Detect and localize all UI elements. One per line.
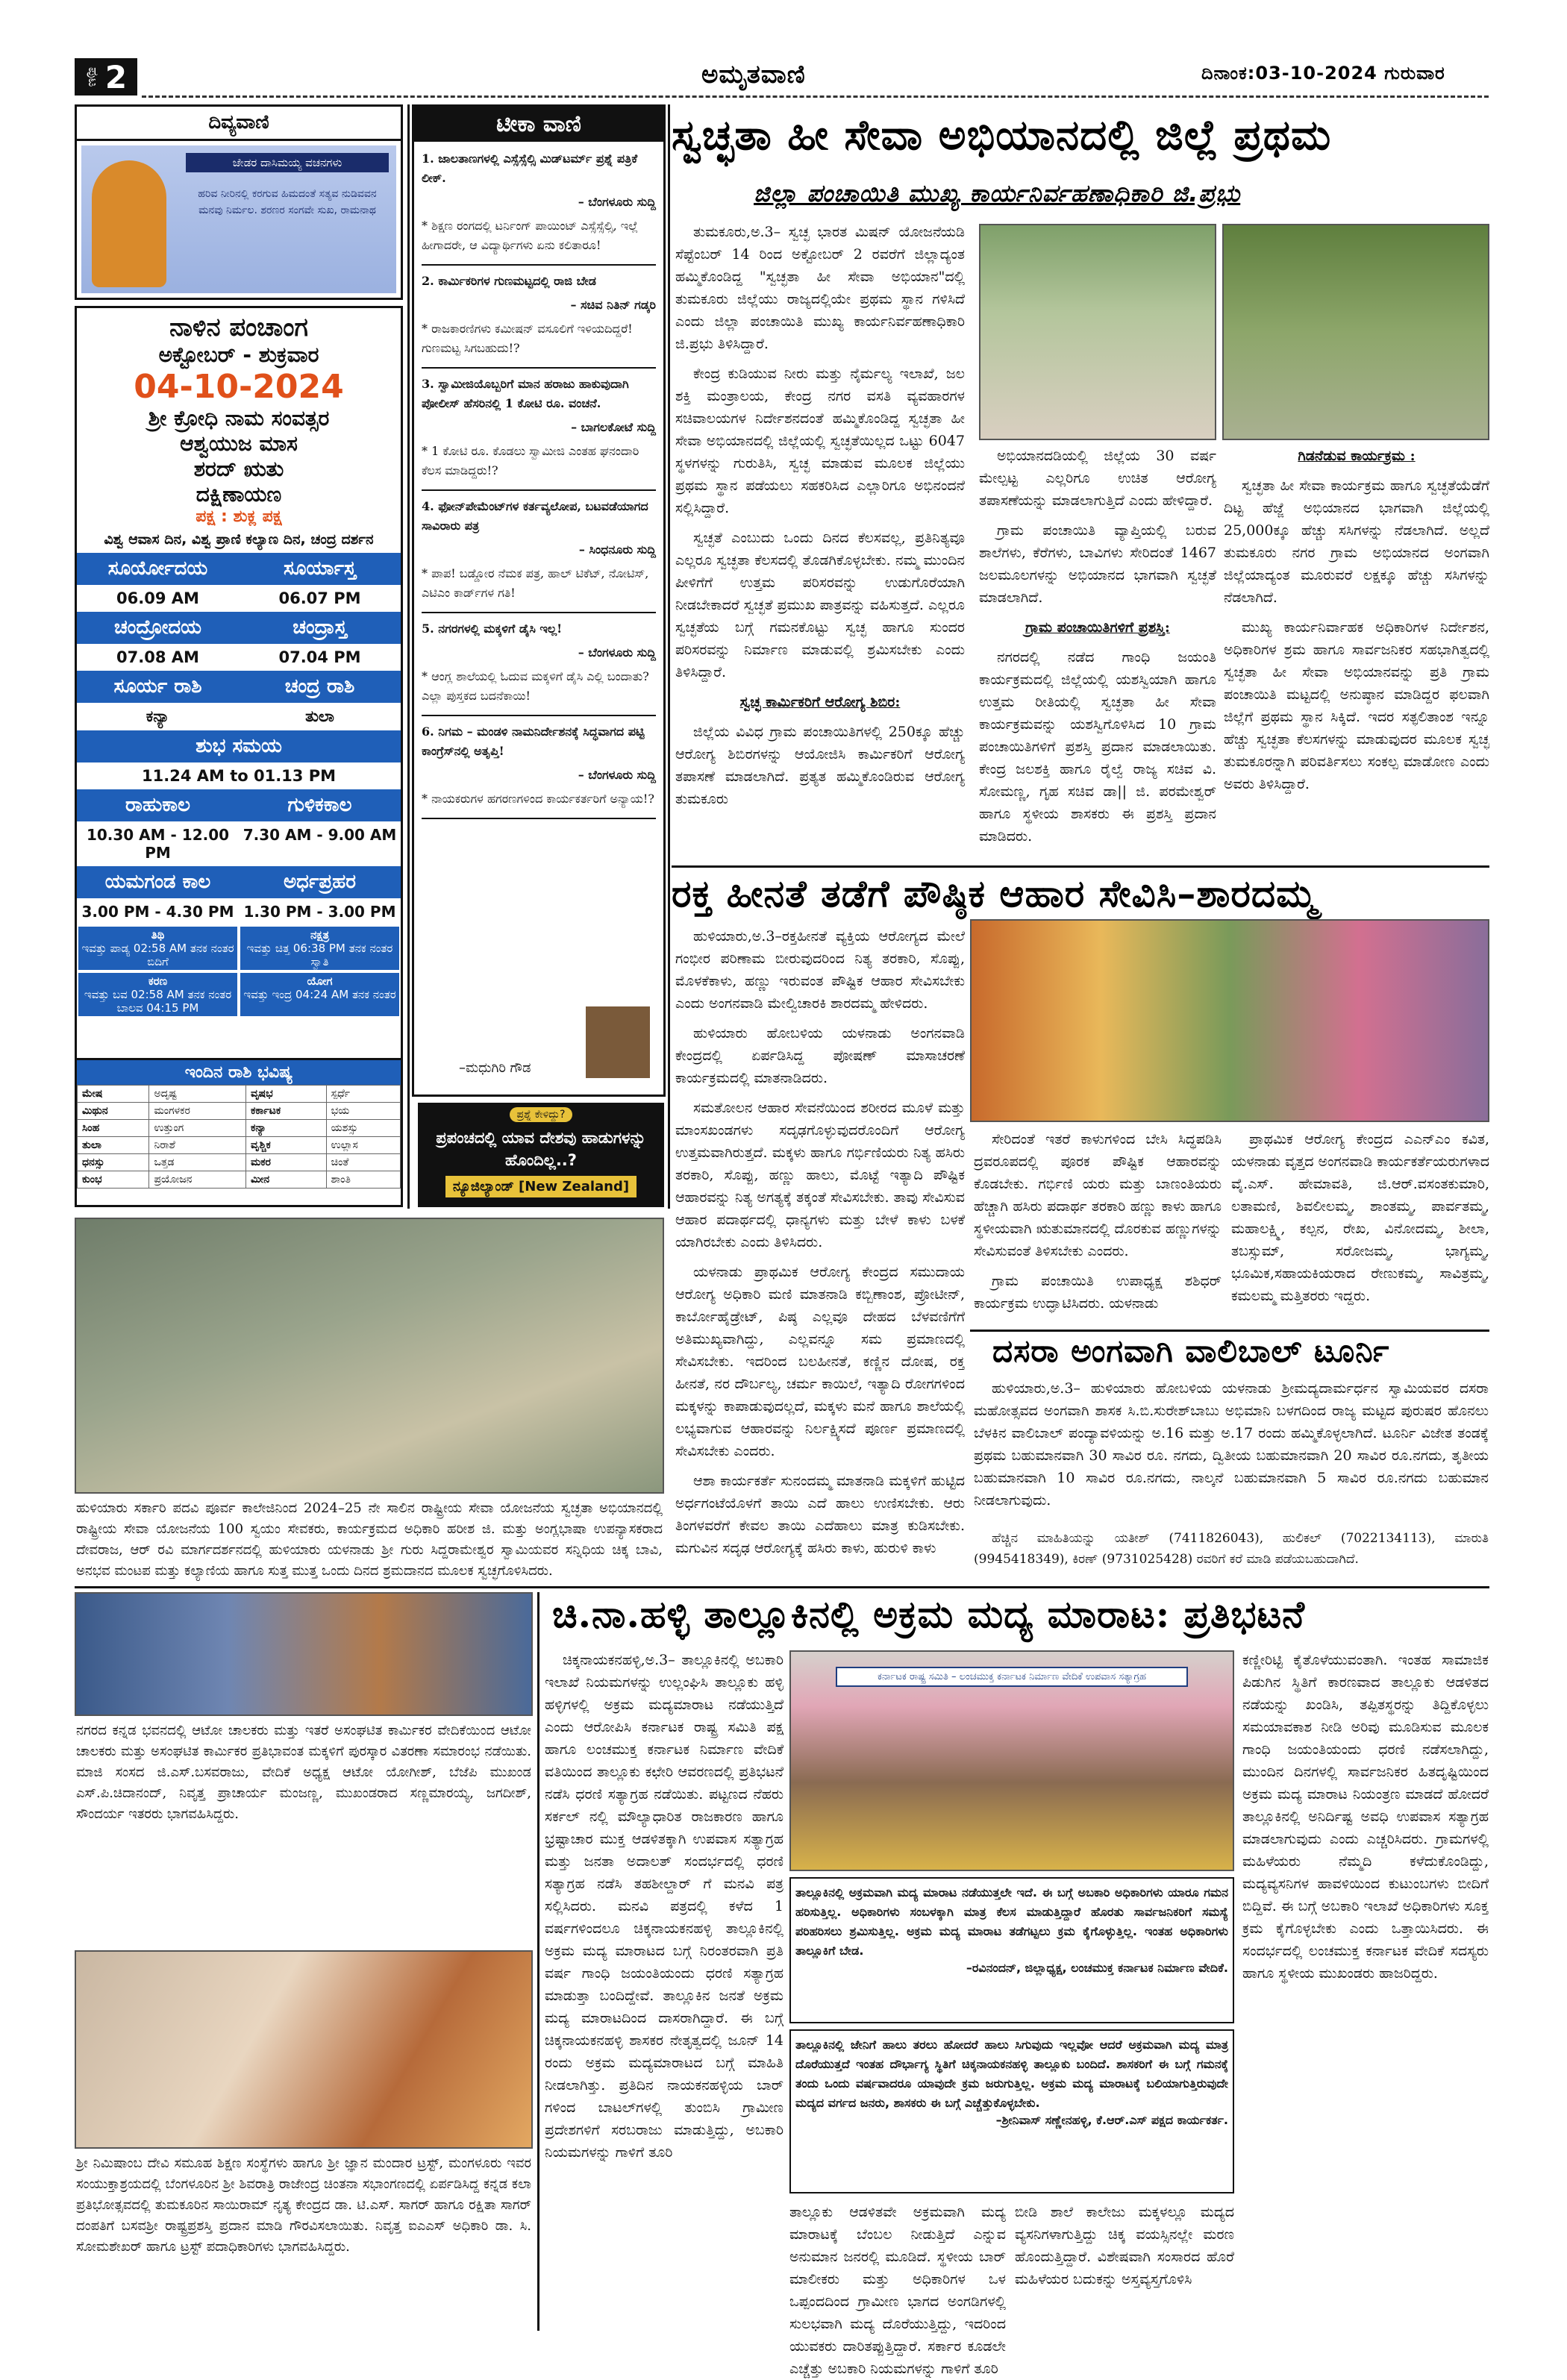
paragraph: ಆಶಾ ಕಾರ್ಯಕರ್ತೆ ಸುನಂದಮ್ಮ ಮಾತನಾಡಿ ಮಕ್ಕಳಿಗೆ ಹುಟ್ಟಿದ ಅರ್ಧಗಂಟೆಯೊಳಗೆ ತಾಯಿ ಎದೆ ಹಾಲು ಉಣಿಸಬೇಕು. ಆರು ತಿಂಗಳವರೆಗೆ ಕೇವಲ ತಾಯಿ ಎದೆಹಾಲು ಮಾತ್ರ ಕುಡಿಸಬೇಕು. ಮಗುವಿನ ಸದೃಢ ಆರೋಗ್ಯಕ್ಕೆ ಹಸಿರು ಕಾಳು, ಹುರುಳಿ ಕಾಳು bbox=[675, 1473, 965, 1556]
saint-figure bbox=[92, 160, 166, 287]
paragraph: ಕೇಂದ್ರ ಕುಡಿಯುವ ನೀರು ಮತ್ತು ನೈರ್ಮಲ್ಯ ಇಲಾಖೆ, ಜಲ ಶಕ್ತಿ ಮಂತ್ರಾಲಯ, ಕೇಂದ್ರ ನಗರ ವಸತಿ ವ್ಯವಹಾರಗಳ ಸಚಿವಾಲಯಗಳ ನಿರ್ದೇಶನದಂತೆ ಹಮ್ಮಿಕೊಂಡಿದ್ದ ಸ್ವಚ್ಛತಾ ಹೀ ಸೇವಾ ಅಭಿಯಾನದಲ್ಲಿ ಜಿಲ್ಲೆಯಲ್ಲಿ ಸ್ವಚ್ಛತೆಯಿಲ್ಲದ ಒಟ್ಟು 6047 ಸ್ಥಳಗಳನ್ನು ಗುರುತಿಸಿ, ಸ್ವಚ್ಛ ಮಾಡುವ ಮೂಲಕ ಜಿಲ್ಲೆಯು ಪ್ರಥಮ ಸ್ಥಾನ ಪಡೆಯಲು ಸಹಕರಿಸಿದ ಎಲ್ಲಾರಿಗೂ ಅಭಿನಂದನೆ ಸಲ್ಲಿಸಿದ್ದಾರೆ. bbox=[675, 366, 965, 516]
rashi-title: ಇಂದಿನ ರಾಶಿ ಭವಿಷ್ಯ bbox=[77, 1060, 401, 1085]
yama-value: 3.00 PM - 4.30 PM bbox=[81, 903, 234, 921]
moonrise-label: ಚಂದ್ರೋದಯ bbox=[77, 612, 239, 644]
rashi-forecast: ಸ್ಪರ್ಧೆ bbox=[326, 1086, 400, 1103]
quote-b-author: –ಶ್ರೀನಿವಾಸ್ ಸಣ್ಣೇನಹಳ್ಳಿ, ಕೆ.ಆರ್.ಎಸ್ ಪಕ್ಷದ ಕಾರ್ಯಕರ್ತ. bbox=[995, 2113, 1228, 2127]
rule-story1 bbox=[672, 865, 1489, 868]
tika-item-source: – ಬೆಂಗಳೂರು ಸುದ್ದಿ bbox=[578, 645, 656, 660]
tika-item bbox=[422, 375, 656, 491]
tika-item-source: – ಸಿಂಧನೂರು ಸುದ್ದಿ bbox=[578, 542, 656, 557]
story3-contact: ಹೆಚ್ಚಿನ ಮಾಹಿತಿಯನ್ನು ಯತೀಶ್ (7411826043), ಹುಲಿಕಲ್ (7022134113), ಮಾರುತಿ (9945418349), ಕಿರಣ್ (9731025428) ರವರಿಗೆ ಕರೆ ಮಾಡಿ ಪಡೆಯಬಹುದಾಗಿದೆ. bbox=[974, 1531, 1489, 1567]
rashi-row bbox=[78, 1120, 401, 1137]
columnist-photo bbox=[586, 1006, 650, 1078]
vrule-tika bbox=[668, 104, 670, 1209]
rule-mid bbox=[75, 1586, 1489, 1588]
quote-b-text: ತಾಲ್ಲೂಕಿನಲ್ಲಿ ಜೇನಿಗೆ ಹಾಲು ತರಲು ಹೋದರೆ ಹಾಲು ಸಿಗುವುದು ಇಲ್ಲವೋ ಆದರೆ ಅಕ್ರಮವಾಗಿ ಮದ್ಯ ಮಾತ್ರ ದೊರೆಯುತ್ತದೆ ಇಂತಹ ದೌರ್ಭಾಗ್ಯ ಸ್ಥಿತಿಗೆ ಚಿಕ್ಕನಾಯಕನಹಳ್ಳಿ ತಾಲ್ಲೂಕು ಬಂದಿದೆ. ಶಾಸಕರಿಗೆ ಈ ಬಗ್ಗೆ ಗಮನಕ್ಕೆ ತಂದು ಒಂದು ವರ್ಷವಾದರೂ ಯಾವುದೇ ಕ್ರಮ ಜರುಗುತ್ತಿಲ್ಲ. ಅಕ್ರಮ ಮದ್ಯ ಮಾರಾಟಕ್ಕೆ ಬಲಿಯಾಗುತ್ತಿರುವುದೇ ಮದ್ಯದ ವರ್ಗದ ಜನರು, ಶಾಸಕರು ಈ ಬಗ್ಗೆ ಎಚ್ಚೆತ್ತುಕೊಳ್ಳಬೇಕು. bbox=[795, 2038, 1228, 2110]
story2-headline: ರಕ್ತ ಹೀನತೆ ತಡೆಗೆ ಪೌಷ್ಠಿಕ ಆಹಾರ ಸೇವಿಸಿ–ಶಾರದಮ್ಮ bbox=[672, 871, 1318, 915]
rashi-sign: ಮಕರ bbox=[245, 1154, 326, 1171]
divyavani-text: ಹರಿವ ನೀರಿನಲ್ಲಿ ಕರಗುವ ಹಿಮದಂತೆ ಸತ್ಯವ ನುಡಿವವನ ಮನವು ನಿರ್ಮಲ. ಶರಣರ ಸಂಗವೇ ಸುಖ, ರಾಮನಾಥ bbox=[198, 188, 377, 216]
rashi-sign: ವೃಷಭ bbox=[245, 1086, 326, 1103]
sunset-value: 06.07 PM bbox=[278, 589, 361, 607]
karana-value: ಇವತ್ತು ಬವ 02:58 AM ತನಕ ನಂತರ ಬಾಲವ 04:15 PM bbox=[84, 988, 232, 1015]
quiz-tag: ಪ್ರಶ್ನೆ ಕೇಳಿದ್ದು? bbox=[510, 1107, 573, 1122]
rashi-forecast: ಚಿಂತೆ bbox=[326, 1154, 400, 1171]
tika-items bbox=[414, 142, 663, 833]
school-cleanup-photo bbox=[75, 1218, 664, 1494]
rashi-sign: ಕನ್ಯಾ bbox=[245, 1120, 326, 1137]
nakshatra-cell bbox=[240, 927, 399, 970]
karana-cell bbox=[78, 973, 237, 1016]
story1-photo-cleanup bbox=[1222, 224, 1489, 440]
paragraph: ತುಮಕೂರು,ಅ.3– ಸ್ವಚ್ಛ ಭಾರತ ಮಿಷನ್ ಯೋಜನೆಯಡಿ ಸೆಪ್ಟೆಂಬರ್ 14 ರಿಂದ ಅಕ್ಟೋಬರ್ 2 ರವರೆಗೆ ಜಿಲ್ಲಾದ್ಯಂತ ಹಮ್ಮಿಕೊಂಡಿದ್ದ "ಸ್ವಚ್ಛತಾ ಹೀ ಸೇವಾ ಅಭಿಯಾನ"ದಲ್ಲಿ ತುಮಕೂರು ಜಿಲ್ಲೆಯು ರಾಜ್ಯದಲ್ಲಿಯೇ ಪ್ರಥಮ ಸ್ಥಾನ ಗಳಿಸಿದೆ ಎಂದು ಜಿಲ್ಲಾ ಪಂಚಾಯಿತಿ ಮುಖ್ಯ ಕಾರ್ಯನಿರ್ವಹಣಾಧಿಕಾರಿ ಜಿ.ಪ್ರಭು ತಿಳಿಸಿದ್ದಾರೆ. bbox=[675, 224, 965, 352]
story1-subhead: ಜಿಲ್ಲಾ ಪಂಚಾಯಿತಿ ಮುಖ್ಯ ಕಾರ್ಯನಿರ್ವಹಣಾಧಿಕಾರಿ ಜಿ.ಪ್ರಭು bbox=[754, 179, 1241, 207]
panchanga-month-day: ಅಕ್ಟೋಬರ್ - ಶುಕ್ರವಾರ bbox=[158, 342, 319, 367]
tika-item-head: 5. ನಗರಗಳಲ್ಲಿ ಮಕ್ಕಳಿಗೆ ಡೈಸಿ ಇಲ್ಲ! bbox=[422, 621, 563, 636]
tika-item-head: 3. ಸ್ವಾಮೀಜಿಯೊಬ್ಬರಿಗೆ ಮಾನ ಹರಾಜು ಹಾಕುವುದಾಗಿ ಪೋಲೀಸ್ ಹೆಸರಿನಲ್ಲಿ 1 ಕೋಟಿ ರೂ. ವಂಚನೆ. bbox=[422, 377, 629, 410]
rashi-sign: ಮೀನ bbox=[245, 1171, 326, 1189]
rashi-sign: ಸಿಂಹ bbox=[78, 1120, 149, 1137]
rashi-sign: ಕರ್ಕಾಟಕ bbox=[245, 1103, 326, 1120]
sunrise-value: 06.09 AM bbox=[116, 589, 199, 607]
shubha-value: 11.24 AM to 01.13 PM bbox=[142, 767, 336, 785]
story4-headline: ಚಿ.ನಾ.ಹಳ್ಳಿ ತಾಲ್ಲೂಕಿನಲ್ಲಿ ಅಕ್ರಮ ಮದ್ಯ ಮಾರಾಟ: ಪ್ರತಿಭಟನೆ bbox=[552, 1592, 1305, 1636]
rashi-forecast: ಅದೃಷ್ಟ bbox=[149, 1086, 245, 1103]
tika-title: ಟೀಕಾ ವಾಣಿ bbox=[414, 107, 663, 142]
rashi-forecast: ಭಯ bbox=[326, 1103, 400, 1120]
vrule-left bbox=[407, 104, 410, 1209]
protest-banner: ಕರ್ನಾಟಕ ರಾಷ್ಟ್ರ ಸಮಿತಿ – ಲಂಚಮುಕ್ತ ಕರ್ನಾಟಕ ನಿರ್ಮಾಣ ವೇದಿಕೆ ಉಪವಾಸ ಸತ್ಯಾಗ್ರಹ bbox=[836, 1667, 1188, 1687]
story1-col1 bbox=[675, 221, 965, 862]
tika-item-head: 4. ಫೋನ್‌ಪೇಮೆಂಟ್‌ಗಳ ಕರ್ತವ್ಯಲೋಪ, ಬಟವಡೆಯಾಗದ ಸಾವಿರಾರು ಪತ್ರ bbox=[422, 499, 648, 533]
tika-item-source: – ಸಚಿವ ನಿತಿನ್ ಗಡ್ಕರಿ bbox=[570, 298, 656, 312]
yoga-value: ಇವತ್ತು ಇಂದ್ರ 04:24 AM ತನಕ ನಂತರ bbox=[243, 988, 396, 1001]
tika-item-source: – ಬಾಗಲಕೋಟೆ ಸುದ್ದಿ bbox=[571, 420, 656, 434]
yama-label: ಯಮಗಂಡ ಕಾಲ bbox=[77, 866, 239, 898]
page-number: 2 bbox=[104, 58, 128, 95]
panchanga-ritu: ಶರದ್ ಋತು bbox=[193, 457, 284, 481]
tika-item bbox=[422, 149, 656, 266]
gulika-label: ಗುಳಿಕಕಾಲ bbox=[239, 789, 401, 821]
moonset-value: 07.04 PM bbox=[278, 648, 361, 666]
tika-item-head: 6. ನಿಗಮ – ಮಂಡಳಿ ನಾಮನಿರ್ದೇಶನಕ್ಕೆ ಸಿದ್ಧವಾಗದ ಪಟ್ಟಿ ಕಾಂಗ್ರೆಸ್‌ನಲ್ಲಿ ಅತೃಪ್ತಿ! bbox=[422, 724, 645, 758]
rashi-forecast: ಮಂಗಳಕರ bbox=[149, 1103, 245, 1120]
rashi-sign: ಮಿಥುನ bbox=[78, 1103, 149, 1120]
story1-headline: ಸ್ವಚ್ಛತಾ ಹೀ ಸೇವಾ ಅಭಿಯಾನದಲ್ಲಿ ಜಿಲ್ಲೆ ಪ್ರಥಮ bbox=[672, 110, 1332, 160]
panchanga-box bbox=[75, 306, 403, 1104]
sunset-label: ಸೂರ್ಯಾಸ್ತ bbox=[239, 553, 401, 585]
paragraph: ಅಭಿಯಾನದಡಿಯಲ್ಲಿ ಜಿಲ್ಲೆಯ 30 ವರ್ಷ ಮೇಲ್ಪಟ್ಟ ಎಲ್ಲರಿಗೂ ಉಚಿತ ಆರೋಗ್ಯ ತಪಾಸಣೆಯನ್ನು ಮಾಡಲಾಗುತ್ತಿದೆ ಎಂದು ಹೇಳಿದ್ದಾರೆ. bbox=[979, 448, 1216, 509]
surya-rashi-value: ಕನ್ಯಾ bbox=[146, 707, 170, 725]
tika-author: –ಮಧುಗಿರಿ ಗೌಡ bbox=[459, 1060, 531, 1076]
rashi-forecast: ಉಲ್ಲಾಸ bbox=[326, 1137, 400, 1154]
paragraph: ಗಿಡನೆಡುವ ಕಾರ್ಯಕ್ರಮ : bbox=[1298, 448, 1416, 464]
rashi-forecast: ಯಶಸ್ಸು bbox=[326, 1120, 400, 1137]
quote-a-text: ತಾಲ್ಲೂಕಿನಲ್ಲಿ ಅಕ್ರಮವಾಗಿ ಮದ್ಯ ಮಾರಾಟ ನಡೆಯುತ್ತಲೇ ಇದೆ. ಈ ಬಗ್ಗೆ ಅಬಕಾರಿ ಅಧಿಕಾರಿಗಳು ಯಾರೂ ಗಮನ ಹರಿಸುತ್ತಿಲ್ಲ. ಅಧಿಕಾರಿಗಳು ಸಂಬಳಕ್ಕಾಗಿ ಮಾತ್ರ ಕೆಲಸ ಮಾಡುತ್ತಿದ್ದಾರೆ ಹೊರತು ಸಾರ್ವಜನಿಕರಿಗೆ ಸಮಸ್ಯೆ ಪರಿಹರಿಸಲು ಶ್ರಮಿಸುತ್ತಿಲ್ಲ. ಅಕ್ರಮ ಮದ್ಯ ಮಾರಾಟ ತಡೆಗಟ್ಟಲು ಕ್ರಮ ಕೈಗೊಳ್ಳುತ್ತಿಲ್ಲ. ಇಂತಹ ಅಧಿಕಾರಿಗಳು ತಾಲ್ಲೂಕಿಗೆ ಬೇಡ. bbox=[795, 1885, 1228, 1958]
masthead-rule bbox=[142, 95, 1489, 98]
tika-item-body: * 1 ಕೋಟಿ ರೂ. ಕೊಡಲು ಸ್ವಾಮೀಜಿ ಎಂತಹ ಘನಂದಾರಿ ಕೆಲಸ ಮಾಡಿದ್ದರು!? bbox=[422, 444, 639, 477]
panchanga-masa: ಆಶ್ವಯುಜ ಮಾಸ bbox=[180, 431, 298, 456]
paragraph: ಸ್ವಚ್ಛತೆ ಎಂಬುದು ಒಂದು ದಿನದ ಕೆಲಸವಲ್ಲ, ಪ್ರತಿನಿತ್ಯವೂ ಎಲ್ಲರೂ ಸ್ವಚ್ಛತಾ ಕೆಲಸದಲ್ಲಿ ತೊಡಗಿಕೊಳ್ಳಬೇಕು. ನಮ್ಮ ಮುಂದಿನ ಪೀಳಿಗೆಗೆ ಉತ್ತಮ ಪರಿಸರವನ್ನು ಉಡುಗೊರೆಯಾಗಿ ನೀಡಬೇಕಾದರೆ ಸ್ವಚ್ಛತೆ ಪ್ರಮುಖ ಪಾತ್ರವನ್ನು ವಹಿಸುತ್ತದೆ. ಎಲ್ಲರೂ ಸ್ವಚ್ಛತೆಯ ಬಗ್ಗೆ ಗಮನಕೊಟ್ಟು ಸ್ವಚ್ಛ ಹಾಗೂ ಸುಂದರ ಪರಿಸರವನ್ನು ನಿರ್ಮಾಣ ಮಾಡುವಲ್ಲಿ ಶ್ರಮಿಸಬೇಕು ಎಂದು ತಿಳಿಸಿದ್ದಾರೆ. bbox=[675, 530, 965, 680]
tika-item bbox=[422, 497, 656, 613]
tika-item-body: * ರಾಜಕಾರಣಿಗಳು ಕಮೀಷನ್ ವಸೂಲಿಗೆ ಇಳಿಯದಿದ್ದರೆ! ಗುಣಮಟ್ಟ ಸಿಗಬಹುದು!? bbox=[422, 322, 633, 355]
panchanga-paksha: ಪಕ್ಷ : ಶುಕ್ಲ ಪಕ್ಷ bbox=[196, 507, 282, 526]
rashi-row bbox=[78, 1154, 401, 1171]
dance-award-caption: ಶ್ರೀ ನಿಮಿಷಾಂಬ ದೇವಿ ಸಮೂಹ ಶಿಕ್ಷಣ ಸಂಸ್ಥೆಗಳು ಹಾಗೂ ಶ್ರೀ ಜ್ಞಾನ ಮಂದಾರ ಟ್ರಸ್ಟ್, ಮಂಗಳೂರು ಇವರ ಸಂಯುಕ್ತಾಶ್ರಯದಲ್ಲಿ ಬೆಂಗಳೂರಿನ ಶ್ರೀ ಶಿವರಾತ್ರಿ ರಾಜೇಂದ್ರ ಚಿಂತನಾ ಸಭಾಂಗಣದಲ್ಲಿ ಏರ್ಪಡಿಸಿದ್ದ ಕನ್ನಡ ಕಲಾ ಪ್ರತಿಭೋತ್ಸವದಲ್ಲಿ ತುಮಕೂರಿನ ಸಾಯಿರಾಮ್ ನೃತ್ಯ ಕೇಂದ್ರದ ಡಾ. ಟಿ.ಎಸ್. ಸಾಗರ್ ಹಾಗೂ ರಕ್ಷಿತಾ ಸಾಗರ್ ದಂಪತಿಗೆ ಬಸವಶ್ರೀ ರಾಷ್ಟ್ರಪ್ರಶಸ್ತಿ ಪ್ರದಾನ ಮಾಡಿ ಗೌರವಿಸಲಾಯಿತು. ನಿವೃತ್ತ ಐಎಎಸ್ ಅಧಿಕಾರಿ ಡಾ. ಸಿ. ಸೋಮಶೇಖರ್ ಹಾಗೂ ಟ್ರಸ್ಟ್ ಪದಾಧಿಕಾರಿಗಳು ಭಾಗವಹಿಸಿದ್ದರು. bbox=[76, 2155, 531, 2255]
paragraph: ಜಿಲ್ಲೆಯ ವಿವಿಧ ಗ್ರಾಮ ಪಂಚಾಯಿತಿಗಳಲ್ಲಿ 250ಕ್ಕೂ ಹೆಚ್ಚು ಆರೋಗ್ಯ ಶಿಬಿರಗಳನ್ನು ಆಯೋಜಿಸಿ ಕಾರ್ಮಿಕರಿಗೆ ಆರೋಗ್ಯ ತಪಾಸಣೆ ಮಾಡಲಾಗಿದೆ. ಪ್ರತ್ಯತ ಹಮ್ಮಿಕೊಂಡಿರುವ ಆರೋಗ್ಯ ತುಮಕೂರು bbox=[675, 724, 965, 807]
rashi-forecast: ಒತ್ತಡ bbox=[149, 1154, 245, 1171]
divyavani-title: ದಿವ್ಯವಾಣಿ bbox=[77, 107, 401, 141]
rashi-box bbox=[75, 1058, 403, 1207]
tithi-label: ತಿಥಿ bbox=[151, 928, 165, 942]
panchanga-date: 04-10-2024 bbox=[134, 368, 344, 406]
rahu-value: 10.30 AM - 12.00 PM bbox=[86, 826, 230, 862]
shubha-label: ಶುಭ ಸಮಯ bbox=[77, 730, 401, 762]
story1-col3 bbox=[1224, 445, 1489, 862]
page-label: ಪುಟ bbox=[84, 66, 101, 87]
award-ceremony-caption: ನಗರದ ಕನ್ನಡ ಭವನದಲ್ಲಿ ಆಟೋ ಚಾಲಕರು ಮತ್ತು ಇತರೆ ಅಸಂಘಟಿತ ಕಾರ್ಮಿಕರ ವೇದಿಕೆಯಿಂದ ಆಟೋ ಚಾಲಕರು ಮತ್ತು ಅಸಂಘಟಿತ ಕಾರ್ಮಿಕರ ಪ್ರತಿಭಾವಂತ ಮಕ್ಕಳಿಗೆ ಪುರಸ್ಕಾರ ವಿತರಣಾ ಸಮಾರಂಭ ನಡೆಯಿತು. ಮಾಜಿ ಸಂಸದ ಜಿ.ಎಸ್.ಬಸವರಾಜು, ವೇದಿಕೆ ಅಧ್ಯಕ್ಷ ಆಟೋ ಯೋಗೀಶ್, ಬೆಜೆಪಿ ಮುಖಂಡ ಎಸ್.ಪಿ.ಚಿದಾನಂದ್, ನಿವೃತ್ತ ಪ್ರಾಚಾರ್ಯ ಮಂಜಣ್ಣ, ಮುಖಂಡರಾದ ಸಣ್ಣಮಾರಯ್ಯ, ಜಗದೀಶ್, ಸೌಂದರ್ಯ ಇತರರು ಭಾಗವಹಿಸಿದ್ದರು. bbox=[76, 1723, 531, 1822]
protest-photo bbox=[789, 1650, 1234, 1871]
panchanga-samvatsara: ಶ್ರೀ ಕ್ರೋಧಿ ನಾಮ ಸಂವತ್ಸರ bbox=[148, 406, 330, 430]
quote-box-a bbox=[789, 1877, 1234, 2023]
paragraph: ಗ್ರಾಮ ಪಂಚಾಯಿತಿಗಳಿಗೆ ಪ್ರಶಸ್ತಿ: bbox=[1025, 619, 1170, 636]
rashi-row bbox=[78, 1171, 401, 1189]
divyavani-banner: ಜೇಡರ ದಾಸಿಮಯ್ಯ ವಚನಗಳು bbox=[186, 153, 389, 172]
award-ceremony-photo bbox=[75, 1592, 533, 1716]
school-cleanup-caption: ಹುಳಿಯಾರು ಸರ್ಕಾರಿ ಪದವಿ ಪೂರ್ವ ಕಾಲೇಜಿನಿಂದ 2024–25 ನೇ ಸಾಲಿನ ರಾಷ್ಟ್ರೀಯ ಸೇವಾ ಯೋಜನೆಯ ಸ್ವಚ್ಛತಾ ಅಭಿಯಾನದಲ್ಲಿ ರಾಷ್ಟ್ರೀಯ ಸೇವಾ ಯೋಜನೆಯ 100 ಸ್ವಯಂ ಸೇವಕರು, ಕಾರ್ಯಕ್ರಮದ ಅಧಿಕಾರಿ ಹರೀಶ ಜಿ. ಮತ್ತು ಅಂಗ್ಲಭಾಷಾ ಉಪನ್ಯಾಸಕರಾದ ದೇವರಾಜ, ಆರ್ ರವಿ ಮಾರ್ಗದರ್ಶನದಲ್ಲಿ ಹುಳಿಯಾರು ಯಳನಾಡು ಶ್ರೀ ಗುರು ಸಿದ್ದರಾಮೇಶ್ವರ ಸ್ವಾಮಿಯವರ ಸನ್ನಿಧಿಯ ಚಿಕ್ಕ ಬಾವಿ, ಅನಭವ ಮಂಟಪ ಮತ್ತು ಕಲ್ಯಾಣಿಯ ಹಾಗೂ ಸುತ್ತ ಮುತ್ತ ಒಂದು ದಿನದ ಶ್ರಮದಾನದ ಮೂಲಕ ಸ್ವಚ್ಛಗೊಳಿಸಿದರು. bbox=[76, 1500, 663, 1579]
rashi-sign: ಕುಂಭ bbox=[78, 1171, 149, 1189]
story4-col1: ಚಿಕ್ಕನಾಯಕನಹಳ್ಳಿ,ಅ.3– ತಾಲ್ಲೂಕಿನಲ್ಲಿ ಅಬಕಾರಿ ಇಲಾಖೆ ನಿಯಮಗಳನ್ನು ಉಲ್ಲಂಘಿಸಿ ತಾಲ್ಲೂಕು ಹಳ್ಳಿ ಹಳ್ಳಿಗಳಲ್ಲಿ ಅಕ್ರಮ ಮದ್ಯಮಾರಾಟ ನಡೆಯುತ್ತಿದೆ ಎಂದು ಆರೋಪಿಸಿ ಕರ್ನಾಟಕ ರಾಷ್ಟ್ರ ಸಮಿತಿ ಪಕ್ಷ ಹಾಗೂ ಲಂಚಮುಕ್ತ ಕರ್ನಾಟಕ ನಿರ್ಮಾಣ ವೇದಿಕೆ ವತಿಯಿಂದ ತಾಲ್ಲೂಕು ಕಛೇರಿ ಆವರಣದಲ್ಲಿ ಪ್ರತಿಭಟನೆ ನಡೆಸಿ ಧರಣಿ ಸತ್ಯಾಗ್ರಹ ನಡೆಯಿತು. ಪಟ್ಟಣದ ನೆಹರು ಸರ್ಕಲ್ ನಲ್ಲಿ ಮೌಲ್ಯಾಧಾರಿತ ರಾಜಕಾರಣ ಹಾಗೂ ಭ್ರಷ್ಟಾಚಾರ ಮುಕ್ತ ಆಡಳಿತಕ್ಕಾಗಿ ಉಪವಾಸ ಸತ್ಯಾಗ್ರಹ ಮತ್ತು ಜನತಾ ಅದಾಲತ್ ಸಂದರ್ಭದಲ್ಲಿ ಧರಣಿ ಸತ್ಯಾಗ್ರಹ ನಡೆಸಿ ತಹಶೀಲ್ದಾರ್ ಗೆ ಮನವಿ ಪತ್ರ ಸಲ್ಲಿಸಿದರು. ಮನವಿ ಪತ್ರದಲ್ಲಿ ಕಳೆದ 1 ವರ್ಷಗಳಿಂದಲೂ ಚಿಕ್ಕನಾಯಕನಹಳ್ಳಿ ತಾಲ್ಲೂಕಿನಲ್ಲಿ ಅಕ್ರಮ ಮದ್ಯ ಮಾರಾಟದ ಬಗ್ಗೆ ನಿರಂತರವಾಗಿ ಪ್ರತಿ ವರ್ಷ ಗಾಂಧಿ ಜಯಂತಿಯಂದು ಧರಣಿ ಸತ್ಯಾಗ್ರಹ ಮಾಡುತ್ತಾ ಬಂದಿದ್ದೇವೆ. ತಾಲ್ಲೂಕಿನ ಜನತೆ ಅಕ್ರಮ ಮದ್ಯ ಮಾರಾಟದಿಂದ ದಾಸರಾಗಿದ್ದಾರೆ. ಈ ಬಗ್ಗೆ ಚಿಕ್ಕನಾಯಕನಹಳ್ಳಿ ಶಾಸಕರ ನೇತೃತ್ವದಲ್ಲಿ ಜೂನ್ 14 ರಂದು ಅಕ್ರಮ ಮದ್ಯಮಾರಾಟದ ಬಗ್ಗೆ ಮಾಹಿತಿ ನೀಡಲಾಗಿತ್ತು. ಪ್ರತಿದಿನ ನಾಯಕನಹಳ್ಳಿಯ ಬಾರ್ ಗಳಿಂದ ಬಾಟಲ್‌ಗಳಲ್ಲಿ ತುಂಬಿಸಿ ಗ್ರಾಮೀಣ ಪ್ರದೇಶಗಳಿಗೆ ಸರಬರಾಜು ಮಾಡುತ್ತಿದ್ದು, ಅಬಕಾರಿ ನಿಯಮಗಳನ್ನು ಗಾಳಿಗೆ ತೂರಿ bbox=[545, 1652, 784, 2161]
vrule-story4 bbox=[537, 1592, 539, 2331]
rashi-sign: ವೃಶ್ಚಿಕ bbox=[245, 1137, 326, 1154]
rashi-row bbox=[78, 1086, 401, 1103]
story2-photo-anganwadi bbox=[970, 919, 1489, 1122]
tika-item-head: 1. ಜಾಲತಾಣಗಳಲ್ಲಿ ಎಸ್ಸೆಸ್ಸೆಲ್ಸಿ ಮಿಡ್‌ಟರ್ಮ್ ಪ್ರಶ್ನೆ ಪತ್ರಿಕೆ ಲೀಕ್. bbox=[422, 151, 638, 185]
story2-col3 bbox=[1231, 1128, 1489, 1330]
quiz-question: ಪ್ರಪಂಚದಲ್ಲಿ ಯಾವ ದೇಶವು ಹಾಡುಗಳನ್ನು ಹೊಂದಿಲ್ಲ..? bbox=[436, 1129, 646, 1169]
date-line: ದಿನಾಂಕ:03-10-2024 ಗುರುವಾರ bbox=[1201, 63, 1445, 84]
story4-bottom-col2: ಬೀಡಿ ಶಾಲೆ ಕಾಲೇಜು ಮಕ್ಕಳಲ್ಲೂ ಮದ್ಯದ ವ್ಯಸನಿಗಳಾಗುತ್ತಿದ್ದು ಚಿಕ್ಕ ವಯಸ್ಸಿನಲ್ಲೇ ಮರಣ ಹೊಂದುತ್ತಿದ್ದಾರೆ. ವಿಶೇಷವಾಗಿ ಸಂಸಾರದ ಹೊರೆ ಮಹಿಳೆಯರ ಬದುಕನ್ನು ಅಸ್ತವ್ಯಸ್ತಗೊಳಿಸಿ bbox=[1015, 2204, 1234, 2287]
paper-name: ಅಮೃತವಾಣಿ bbox=[701, 60, 806, 90]
quiz-answer: ನ್ಯೂಜಿಲ್ಯಾಂಡ್ [New Zealand] bbox=[445, 1176, 637, 1197]
tika-item-body: * ಆಂಗ್ಲ ಶಾಲೆಯಲ್ಲಿ ಓದುವ ಮಕ್ಕಳಿಗೆ ಡೈಸಿ ಎಲ್ಲಿ ಬಂದಾತು? ಎಲ್ಲಾ ಪುಸ್ತಕದ ಬದನೆಕಾಯಿ! bbox=[422, 669, 649, 703]
ardha-value: 1.30 PM - 3.00 PM bbox=[243, 903, 396, 921]
chandra-rashi-label: ಚಂದ್ರ ರಾಶಿ bbox=[239, 671, 401, 703]
rashi-table bbox=[77, 1085, 401, 1189]
rashi-sign: ಮೇಷ bbox=[78, 1086, 149, 1103]
divyavani-box bbox=[75, 104, 403, 300]
tika-item-body: * ನಾಯಕರುಗಳ ಹಗರಣಗಳಿಂದ ಕಾರ್ಯಕರ್ತರಿಗೆ ಅನ್ಯಾಯ!? bbox=[422, 792, 654, 806]
story1-col2 bbox=[979, 445, 1216, 862]
paragraph: ಯಳನಾಡು ಪ್ರಾಥಮಿಕ ಆರೋಗ್ಯ ಕೇಂದ್ರದ ಸಮುದಾಯ ಆರೋಗ್ಯ ಅಧಿಕಾರಿ ಮಣಿ ಮಾತನಾಡಿ ಕಬ್ಬಿಣಾಂಶ, ಪ್ರೋಟೀನ್, ಕಾರ್ಬೋಹೈಡ್ರೇಟ್, ಪಿಷ್ಠ ಎಲ್ಲವೂ ದೇಹದ ಬೆಳವಣಿಗೆಗೆ ಅತಿಮುಖ್ಯವಾಗಿದ್ದು, ಎಲ್ಲವನ್ನೂ ಸಮ ಪ್ರಮಾಣದಲ್ಲಿ ಸೇವಿಸಬೇಕು. ಇದರಿಂದ ಬಲಹೀನತೆ, ಕಣ್ಣಿನ ದೋಷ, ರಕ್ತ ಹೀನತೆ, ನರ ದೌರ್ಬಲ್ಯ, ಚರ್ಮ ಕಾಯಿಲೆ, ಇತ್ಯಾದಿ ರೋಗಗಳಿಂದ ಮಕ್ಕಳನ್ನು ಕಾಪಾಡುವುದಲ್ಲದೆ, ಮಕ್ಕಳು ಮನೆ ಹಾಗೂ ಶಾಲೆಯಲ್ಲಿ ಲಭ್ಯವಾಗುವ ಆಹಾರವನ್ನು ನಿರ್ಲಕ್ಷ್ಯಿಸದೆ ಪೂರ್ಣ ಪ್ರಮಾಣದಲ್ಲಿ ಸೇವಿಸಬೇಕು ಎಂದರು. bbox=[675, 1264, 965, 1459]
story2-col1 bbox=[675, 925, 965, 1567]
page-number-box bbox=[75, 58, 137, 95]
rashi-sign: ತುಲಾ bbox=[78, 1137, 149, 1154]
tithi-cell bbox=[78, 927, 237, 970]
tika-item-source: – ಬೆಂಗಳೂರು ಸುದ್ದಿ bbox=[578, 195, 656, 209]
rashi-row bbox=[78, 1137, 401, 1154]
moonset-label: ಚಂದ್ರಾಸ್ತ bbox=[239, 612, 401, 644]
panchanga-ayana: ದಕ್ಷಿಣಾಯಣ bbox=[196, 482, 282, 507]
rashi-forecast: ನಿರಾಶೆ bbox=[149, 1137, 245, 1154]
paragraph: ಗ್ರಾಮ ಪಂಚಾಯಿತಿ ವ್ಯಾಪ್ತಿಯಲ್ಲಿ ಬರುವ ಶಾಲೆಗಳು, ಕೆರೆಗಳು, ಬಾವಿಗಳು ಸೇರಿದಂತೆ 1467 ಜಲಮೂಲಗಳನ್ನು ಅಭಿಯಾನದ ಭಾಗವಾಗಿ ಸ್ವಚ್ಛತೆ ಮಾಡಲಾಗಿದೆ. bbox=[979, 522, 1216, 606]
paragraph: ಸೇರಿದಂತೆ ಇತರೆ ಕಾಳುಗಳಿಂದ ಬೇಸಿ ಸಿದ್ಧಪಡಿಸಿ ದ್ರವರೂಪದಲ್ಲಿ ಪೂರಕ ಪೌಷ್ಟಿಕ ಆಹಾರವನ್ನು ಕೊಡಬೇಕು. ಗರ್ಭಿಣಿ ಯರು ಮತ್ತು ಬಾಣಂತಿಯರು ಹೆಚ್ಚಾಗಿ ಹಸಿರು ಪದಾರ್ಥ ತರಕಾರಿ ಹಣ್ಣು ಕಾಳು ಹಾಗೂ ಸ್ಥಳೀಯವಾಗಿ ಋತುಮಾನದಲ್ಲಿ ದೊರಕುವ ಹಣ್ಣುಗಳನ್ನು ಸೇವಿಸುವಂತೆ ತಿಳಿಸಬೇಕು ಎಂದರು. bbox=[974, 1131, 1222, 1259]
story4-bottom-col1: ತಾಲ್ಲೂಕು ಆಡಳಿತವೇ ಅಕ್ರಮವಾಗಿ ಮದ್ಯ ಮಾರಾಟಕ್ಕೆ ಬೆಂಬಲ ನೀಡುತ್ತಿದೆ ಎನ್ನುವ ಅನುಮಾನ ಜನರಲ್ಲಿ ಮೂಡಿದೆ. ಸ್ಥಳೀಯ ಬಾರ್ ಮಾಲೀಕರು ಮತ್ತು ಅಧಿಕಾರಿಗಳ ಒಳ ಒಪ್ಪಂದದಿಂದ ಗ್ರಾಮೀಣ ಭಾಗದ ಅಂಗಡಿಗಳಲ್ಲಿ ಸುಲಭವಾಗಿ ಮದ್ಯ ದೊರೆಯುತ್ತಿದ್ದು, ಇದರಿಂದ ಯುವಕರು ದಾರಿತಪ್ಪುತ್ತಿದ್ದಾರೆ. ಸರ್ಕಾರ ಕೂಡಲೇ ಎಚ್ಚೆತ್ತು ಅಬಕಾರಿ ನಿಯಮಗಳನ್ನು ಗಾಳಿಗೆ ತೂರಿ bbox=[789, 2204, 1006, 2377]
story3-body: ಹುಳಿಯಾರು,ಅ.3– ಹುಳಿಯಾರು ಹೋಬಳಿಯ ಯಳನಾಡು ಶ್ರೀಮದ್ಯದಾರ್ಮರ್ಧನ ಸ್ವಾಮಿಯವರ ದಸರಾ ಮಹೋತ್ಸವದ ಅಂಗವಾಗಿ ಶಾಸಕ ಸಿ.ಬಿ.ಸುರೇಶ್‌ಬಾಬು ಅಭಿಮಾನಿ ಬಳಗದಿಂದ ರಾಜ್ಯ ಮಟ್ಟದ ಪುರುಷರ ಹೊನಲು ಬೆಳಕಿನ ವಾಲಿಬಾಲ್ ಪಂದ್ಯಾವಳಿಯನ್ನು ಅ.16 ಮತ್ತು ಅ.17 ರಂದು ಹಮ್ಮಿಕೊಳ್ಳಲಾಗಿದೆ. ಟೂರ್ನಿ ವಿಜೇತ ತಂಡಕ್ಕೆ ಪ್ರಥಮ ಬಹುಮಾನವಾಗಿ 30 ಸಾವಿರ ರೂ. ನಗದು, ದ್ವಿತೀಯ ಬಹುಮಾನವಾಗಿ 20 ಸಾವಿರ ರೂ.ನಗದು, ತೃತೀಯ ಬಹುಮಾನವಾಗಿ 10 ಸಾವಿರ ರೂ.ನಗದು, ನಾಲ್ಕನೆ ಬಹುಮಾನವಾಗಿ 5 ಸಾವಿರ ರೂ.ನಗದು ಬಹುಮಾನ ನೀಡಲಾಗುವುದು. bbox=[974, 1380, 1489, 1509]
quote-box-b bbox=[789, 2029, 1234, 2193]
panchanga-title: ನಾಳಿನ ಪಂಚಾಂಗ bbox=[169, 313, 308, 342]
story2-col2 bbox=[974, 1128, 1222, 1330]
surya-rashi-label: ಸೂರ್ಯ ರಾಶಿ bbox=[77, 671, 239, 703]
rashi-forecast: ಪ್ರಯೋಜನ bbox=[149, 1171, 245, 1189]
story1-photo-officials bbox=[979, 224, 1216, 440]
yoga-label: ಯೋಗ bbox=[307, 974, 333, 988]
karana-label: ಕರಣ bbox=[148, 974, 168, 988]
rashi-forecast: ಉತ್ತುಂಗ bbox=[149, 1120, 245, 1137]
tika-item-source: – ಬೆಂಗಳೂರು ಸುದ್ದಿ bbox=[578, 768, 656, 782]
story4-col3: ಕಣ್ಣೀರಿಟ್ಟಿ ಕೈತೊಳೆಯುವಂತಾಗಿ. ಇಂತಹ ಸಾಮಾಜಿಕ ಪಿಡುಗಿನ ಸ್ಥಿತಿಗೆ ಕಾರಣವಾದ ತಾಲ್ಲೂಕು ಆಡಳಿತದ ನಡೆಯನ್ನು ಖಂಡಿಸಿ, ತಪ್ಪಿತಸ್ಥರನ್ನು ತಿದ್ದಿಕೊಳ್ಳಲು ಸಮಯಾವಕಾಶ ನೀಡಿ ಅರಿವು ಮೂಡಿಸುವ ಮೂಲಕ ಗಾಂಧಿ ಜಯಂತಿಯಂದು ಧರಣಿ ನಡೆಸಲಾಗಿದ್ದು, ಮುಂದಿನ ದಿನಗಳಲ್ಲಿ ಸಾರ್ವಜನಿಕರ ಹಿತದೃಷ್ಟಿಯಿಂದ ಅಕ್ರಮ ಮದ್ಯ ಮಾರಾಟ ನಿಯಂತ್ರಣ ಮಾಡದೆ ಹೋದರೆ ತಾಲ್ಲೂಕಿನಲ್ಲಿ ಅನಿರ್ದಿಷ್ಟ ಅವಧಿ ಉಪವಾಸ ಸತ್ಯಾಗ್ರಹ ಮಾಡಲಾಗುವುದು ಎಂದು ಎಚ್ಚರಿಸಿದರು. ಗ್ರಾಮಗಳಲ್ಲಿ ಮಹಿಳೆಯರು ನೆಮ್ಮದಿ ಕಳೆದುಕೊಂಡಿದ್ದು, ಮದ್ಯವ್ಯಸನಿಗಳ ಹಾವಳಿಯಿಂದ ಕುಟುಂಬಗಳು ಬೀದಿಗೆ ಬಿದ್ದಿವೆ. ಈ ಬಗ್ಗೆ ಅಬಕಾರಿ ಇಲಾಖೆ ಅಧಿಕಾರಿಗಳು ಸೂಕ್ತ ಕ್ರಮ ಕೈಗೊಳ್ಳಬೇಕು ಎಂದು ಒತ್ತಾಯಿಸಿದರು. ಈ ಸಂದರ್ಭದಲ್ಲಿ ಲಂಚಮುಕ್ತ ಕರ್ನಾಟಕ ವೇದಿಕೆ ಸದಸ್ಯರು ಹಾಗೂ ಸ್ಥಳೀಯ ಮುಖಂಡರು ಹಾಜರಿದ್ದರು. bbox=[1242, 1652, 1489, 1982]
tika-box bbox=[412, 104, 666, 1097]
ardha-label: ಅರ್ಧಪ್ರಹರ bbox=[239, 866, 401, 898]
tika-item bbox=[422, 619, 656, 716]
nakshatra-label: ನಕ್ಷತ್ರ bbox=[310, 928, 330, 942]
paragraph: ಮುಖ್ಯ ಕಾರ್ಯನಿರ್ವಾಹಕ ಅಧಿಕಾರಿಗಳ ನಿರ್ದೇಶನ, ಅಧಿಕಾರಿಗಳ ಶ್ರಮ ಹಾಗೂ ಸಾರ್ವಜನಿಕರ ಸಹಭಾಗಿತ್ವದಲ್ಲಿ ಸ್ವಚ್ಛತಾ ಹೀ ಸೇವಾ ಅಭಿಯಾನವನ್ನು ಪ್ರತಿ ಗ್ರಾಮ ಪಂಚಾಯಿತಿ ಮಟ್ಟದಲ್ಲಿ ಅನುಷ್ಠಾನ ಮಾಡಿದ್ದರ ಫಲವಾಗಿ ಜಿಲ್ಲೆಗೆ ಪ್ರಥಮ ಸ್ಥಾನ ಸಿಕ್ಕಿದೆ. ಇದರ ಸತ್ಫಲಿತಾಂಶ ಇನ್ನೂ ಹೆಚ್ಚು ಸ್ವಚ್ಛತಾ ಕೆಲಸಗಳನ್ನು ಮಾಡುವುದರ ಮೂಲಕ ಸ್ವಚ್ಛ ತುಮಕೂರನ್ನಾಗಿ ಪರಿವರ್ತಿಸಲು ಸಂಕಲ್ಪ ಮಾಡೋಣ ಎಂದು ಅವರು ತಿಳಿಸಿದ್ದಾರೆ. bbox=[1224, 619, 1489, 792]
quote-a-author: –ರವಿನಂದನ್, ಜಿಲ್ಲಾಧ್ಯಕ್ಷ, ಲಂಚಮುಕ್ತ ಕರ್ನಾಟಕ ನಿರ್ಮಾಣ ವೇದಿಕೆ. bbox=[966, 1961, 1228, 1975]
rashi-forecast: ಶಾಂತಿ bbox=[326, 1171, 400, 1189]
paragraph: ನಗರದಲ್ಲಿ ನಡೆದ ಗಾಂಧಿ ಜಯಂತಿ ಕಾರ್ಯಕ್ರಮದಲ್ಲಿ ಜಿಲ್ಲೆಯಲ್ಲಿ ಯಶಸ್ವಿಯಾಗಿ ಹಾಗೂ ಉತ್ತಮ ರೀತಿಯಲ್ಲಿ ಸ್ವಚ್ಛತಾ ಹೀ ಸೇವಾ ಕಾರ್ಯಕ್ರಮವನ್ನು ಯಶಸ್ವಿಗೊಳಿಸಿದ 10 ಗ್ರಾಮ ಪಂಚಾಯಿತಿಗಳಿಗೆ ಪ್ರಶಸ್ತಿ ಪ್ರದಾನ ಮಾಡಲಾಯಿತು. ಕೇಂದ್ರ ಜಲಶಕ್ತಿ ಹಾಗೂ ರೈಲ್ವೆ ರಾಜ್ಯ ಸಚಿವ ವಿ. ಸೋಮಣ್ಣ, ಗೃಹ ಸಚಿವ ಡಾ|| ಜಿ. ಪರಮೇಶ್ವರ್ ಹಾಗೂ ಸ್ಥಳೀಯ ಶಾಸಕರು ಈ ಪ್ರಶಸ್ತಿ ಪ್ರದಾನ ಮಾಡಿದರು. bbox=[979, 649, 1216, 845]
tika-item-body: * ಪಾಪ! ಬಡ್ಡೋರ ನೆಮಕ ಪತ್ರ, ಹಾಲ್ ಟಿಕೆಟ್, ನೋಟಿಸ್, ಎಟಿಎಂ ಕಾರ್ಡ್‌ಗಳ ಗತಿ! bbox=[422, 566, 649, 600]
paragraph: ಪ್ರಾಥಮಿಕ ಆರೋಗ್ಯ ಕೇಂದ್ರದ ಎಎನ್‌ಎಂ ಕವಿತ, ಯಳನಾಡು ವೃತ್ತದ ಅಂಗನವಾಡಿ ಕಾರ್ಯಕರ್ತೆಯರುಗಳಾದ ವೈ.ಎಸ್. ಹೇಮಾವತಿ, ಜಿ.ಆರ್.ವಸಂತಕುಮಾರಿ, ಲತಾಮಣಿ, ಶಿವಲೀಲಮ್ಮ, ಶಾಂತಮ್ಮ, ಪಾರ್ವತಮ್ಮ, ಮಹಾಲಕ್ಷ್ಮಿ, ಕಲ್ಪನ, ರೇಖ, ವಿನೋದಮ್ಮ, ಶೀಲಾ, ತಬಸ್ಸುಮ್, ಸರೋಜಮ್ಮ, ಭಾಗ್ಯಮ್ಮ, ಭೂಮಿಕ,ಸಹಾಯಕಿಯರಾದ ರೇಣುಕಮ್ಮ, ಸಾವಿತ್ರಮ್ಮ, ಕಮಲಮ್ಮ ಮತ್ತಿತರರು ಇದ್ದರು. bbox=[1231, 1131, 1489, 1304]
paragraph: ಸ್ವಚ್ಛತಾ ಹೀ ಸೇವಾ ಕಾರ್ಯಕ್ರಮ ಹಾಗೂ ಸ್ವಚ್ಛತೆಯೆಡೆಗೆ ದಿಟ್ಟ ಹೆಜ್ಜೆ ಅಭಿಯಾನದ ಭಾಗವಾಗಿ ಜಿಲ್ಲೆಯಲ್ಲಿ 25,000ಕ್ಕೂ ಹೆಚ್ಚು ಸಸಿಗಳನ್ನು ನೆಡಲಾಗಿದೆ. ಅಲ್ಲದೆ ತುಮಕೂರು ನಗರ ಗ್ರಾಮ ಅಭಿಯಾನದ ಅಂಗವಾಗಿ ಜಿಲ್ಲೆಯಾದ್ಯಂತ ಮೂರುವರೆ ಲಕ್ಷಕ್ಕೂ ಹೆಚ್ಚು ಸಸಿಗಳನ್ನು ನೆಡಲಾಗಿದೆ. bbox=[1224, 477, 1489, 606]
moonrise-value: 07.08 AM bbox=[116, 648, 199, 666]
tithi-value: ಇವತ್ತು ಪಾಡ್ಯ 02:58 AM ತನಕ ನಂತರ ಬಿದಿಗೆ bbox=[81, 942, 234, 968]
panchanga-special-day: ವಿಶ್ವ ಆವಾಸ ದಿನ, ವಿಶ್ವ ಪ್ರಾಣಿ ಕಲ್ಯಾಣ ದಿನ, ಚಂದ್ರ ದರ್ಶನ bbox=[104, 531, 374, 548]
tika-item-body: * ಶಿಕ್ಷಣ ರಂಗದಲ್ಲಿ ಟರ್ನಿಂಗ್ ಪಾಯಿಂಟ್ ಎಸ್ಸೆಸ್ಸೆಲ್ಸಿ, ಇಲ್ಲೆ ಹೀಗಾದರೇ, ಆ ವಿದ್ಯಾರ್ಥಿಗಳು ಏನು ಕಲಿತಾರೂ! bbox=[422, 219, 639, 252]
paragraph: ಗ್ರಾಮ ಪಂಚಾಯಿತಿ ಉಪಾಧ್ಯಕ್ಷ ಶಶಿಧರ್ ಕಾರ್ಯಕ್ರಮ ಉದ್ಘಾಟಿಸಿದರು. ಯಳನಾಡು bbox=[974, 1273, 1222, 1312]
gulika-value: 7.30 AM - 9.00 AM bbox=[243, 826, 397, 844]
dance-award-photo bbox=[75, 1950, 533, 2149]
rashi-row bbox=[78, 1103, 401, 1120]
nakshatra-value: ಇವತ್ತು ಚಿತ್ತ 06:38 PM ತನಕ ನಂತರ ಸ್ವಾತಿ bbox=[246, 942, 393, 968]
divyavani-image bbox=[81, 145, 396, 293]
rule-story3 bbox=[970, 1330, 1489, 1332]
tika-item bbox=[422, 272, 656, 369]
yoga-cell bbox=[240, 973, 399, 1016]
sunrise-label: ಸೂರ್ಯೋದಯ bbox=[77, 553, 239, 585]
quiz-box bbox=[418, 1103, 664, 1207]
paragraph: ಹುಳಿಯಾರು,ಅ.3–ರಕ್ತಹೀನತೆ ವ್ಯಕ್ತಿಯ ಆರೋಗ್ಯದ ಮೇಲೆ ಗಂಭೀರ ಪರಿಣಾಮ ಬೀರುವುದರಿಂದ ನಿತ್ಯ ತರಕಾರಿ, ಸೊಪ್ಪು, ಮೊಳಕೆಕಾಳು, ಹಣ್ಣು ಇರುವಂತ ಪೌಷ್ಟಿಕ ಆಹಾರ ಸೇವಿಸಬೇಕು ಎಂದು ಅಂಗನವಾಡಿ ಮೇಲ್ವಿಚಾರಕಿ ಶಾರದಮ್ಮ ಹೇಳಿದರು. bbox=[675, 928, 965, 1012]
tika-item bbox=[422, 722, 656, 819]
paragraph: ಸಮತೋಲನ ಆಹಾರ ಸೇವನೆಯಿಂದ ಶರೀರದ ಮೂಳೆ ಮತ್ತು ಮಾಂಸಖಂಡಗಳು ಸದೃಢಗೊಳ್ಳುವುದರೊಂದಿಗೆ ಆರೋಗ್ಯ ಉತ್ತಮವಾಗಿರುತ್ತದೆ. ಮಕ್ಕಳು ಹಾಗೂ ಗರ್ಭಿಣಿಯರು ನಿತ್ಯ ಹಸಿರು ತರಕಾರಿ, ಸೊಪ್ಪು, ಹಣ್ಣು ಹಾಲು, ಮೊಟ್ಟೆ ಇತ್ಯಾದಿ ಪೌಷ್ಟಿಕ ಆಹಾರವನ್ನು ನಿತ್ಯ ಅಗತ್ಯಕ್ಕೆ ತಕ್ಕಂತೆ ಸೇವಿಸಬೇಕು. ತಾವು ಸೇವಿಸುವ ಆಹಾರ ಪದಾರ್ಥದಲ್ಲಿ ಧಾನ್ಯಗಳು ಮತ್ತು ಬೇಳೆ ಕಾಳು ಬಳಕೆ ಯಾಗಿರಬೇಕು ಎಂದು ತಿಳಿಸಿದರು. bbox=[675, 1100, 965, 1250]
paragraph: ಹುಳಿಯಾರು ಹೋಬಳಿಯ ಯಳನಾಡು ಅಂಗನವಾಡಿ ಕೇಂದ್ರದಲ್ಲಿ ಏರ್ಪಡಿಸಿದ್ದ ಪೋಷಣ್ ಮಾಸಾಚರಣೆ ಕಾರ್ಯಕ್ರಮದಲ್ಲಿ ಮಾತನಾಡಿದರು. bbox=[675, 1025, 965, 1086]
paragraph: ಸ್ವಚ್ಛ ಕಾರ್ಮಿಕರಿಗೆ ಆರೋಗ್ಯ ಶಿಬಿರ: bbox=[739, 694, 901, 710]
tika-item-head: 2. ಕಾರ್ಮಿಕರಿಗಳ ಗುಣಮಟ್ಟದಲ್ಲಿ ರಾಜಿ ಬೇಡ bbox=[422, 274, 596, 288]
story3-headline: ದಸರಾ ಅಂಗವಾಗಿ ವಾಲಿಬಾಲ್ ಟೂರ್ನಿ bbox=[992, 1333, 1390, 1369]
chandra-rashi-value: ತುಲಾ bbox=[305, 707, 334, 725]
rahu-label: ರಾಹುಕಾಲ bbox=[77, 789, 239, 821]
rashi-sign: ಧನಸ್ಸು bbox=[78, 1154, 149, 1171]
